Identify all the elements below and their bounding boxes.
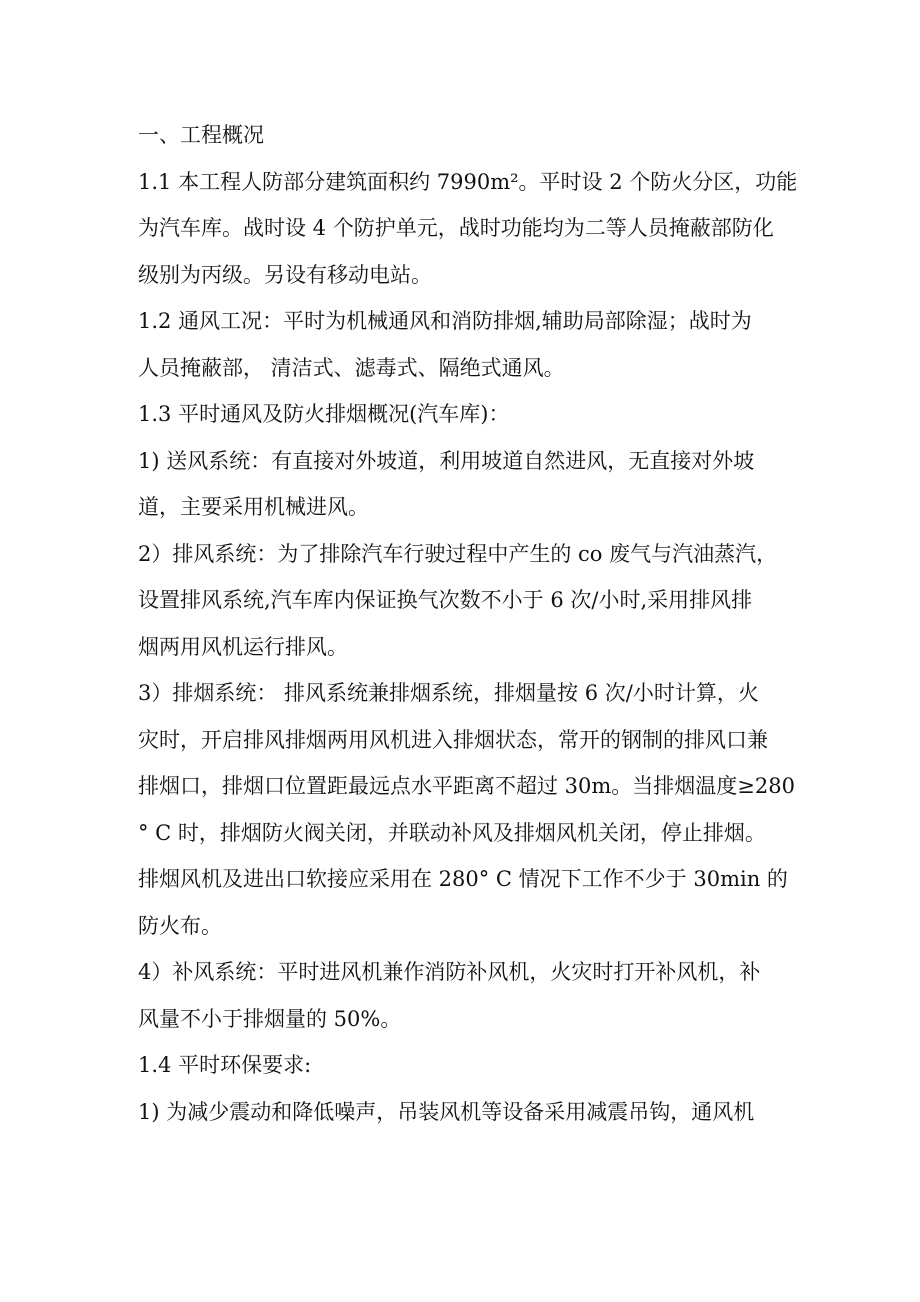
paragraph-line: 道，主要采用机械进风。 [138,495,369,519]
paragraph-line: 人员掩蔽部， 清洁式、滤毒式、隔绝式通风。 [138,355,565,380]
paragraph-line: 4）补风系统：平时进风机兼作消防补风机，火灾时打开补风机，补 [138,960,761,984]
paragraph-line: 为汽车库。战时设 4 个防护单元，战时功能均为二等人员掩蔽部防化 [138,216,774,240]
paragraph-line: 2）排风系统：为了排除汽车行驶过程中产生的 co 废气与汽油蒸汽， [138,541,778,566]
paragraph-line: 1.3 平时通风及防火排烟概况(汽车库)： [138,402,510,426]
paragraph-line: 1) 为减少震动和降低噪声，吊装风机等设备采用减震吊钩，通风机 [138,1099,755,1124]
paragraph-line: 排烟口，排烟口位置距最远点水平距离不超过 30m。当排烟温度≥280 [138,774,795,798]
paragraph-line: 灾时，开启排风排烟两用风机进入排烟状态，常开的钢制的排风口兼 [138,727,768,752]
paragraph-line: 设置排风系统,汽车库内保证换气次数不小于 6 次/小时,采用排风排 [138,588,753,612]
document-body [138,112,798,1135]
paragraph-line: 1) 送风系统：有直接对外坡道，利用坡道自然进风，无直接对外坡 [138,448,755,473]
paragraph-line: 1.4 平时环保要求: [138,1053,312,1077]
paragraph-line: 排烟风机及进出口软接应采用在 280° C 情况下工作不少于 30min 的 [138,867,788,891]
section-heading: 一、工程概况 [138,123,264,147]
paragraph-line: 级别为丙级。另设有移动电站。 [138,262,432,287]
paragraph-line: 烟两用风机运行排风。 [138,634,348,659]
paragraph-line: 1.2 通风工况：平时为机械通风和消防排烟,辅助局部除湿；战时为 [138,309,752,333]
paragraph-line: 3）排烟系统： 排风系统兼排烟系统，排烟量按 6 次/小时计算，火 [138,681,759,705]
paragraph-line: 风量不小于排烟量的 50%。 [138,1006,402,1031]
paragraph-line: ° C 时，排烟防火阀关闭，并联动补风及排烟风机关闭，停止排烟。 [138,820,766,845]
paragraph-line: 防火布。 [138,913,222,938]
paragraph-line: 1.1 本工程人防部分建筑面积约 7990m²。平时设 2 个防火分区，功能 [138,169,798,194]
